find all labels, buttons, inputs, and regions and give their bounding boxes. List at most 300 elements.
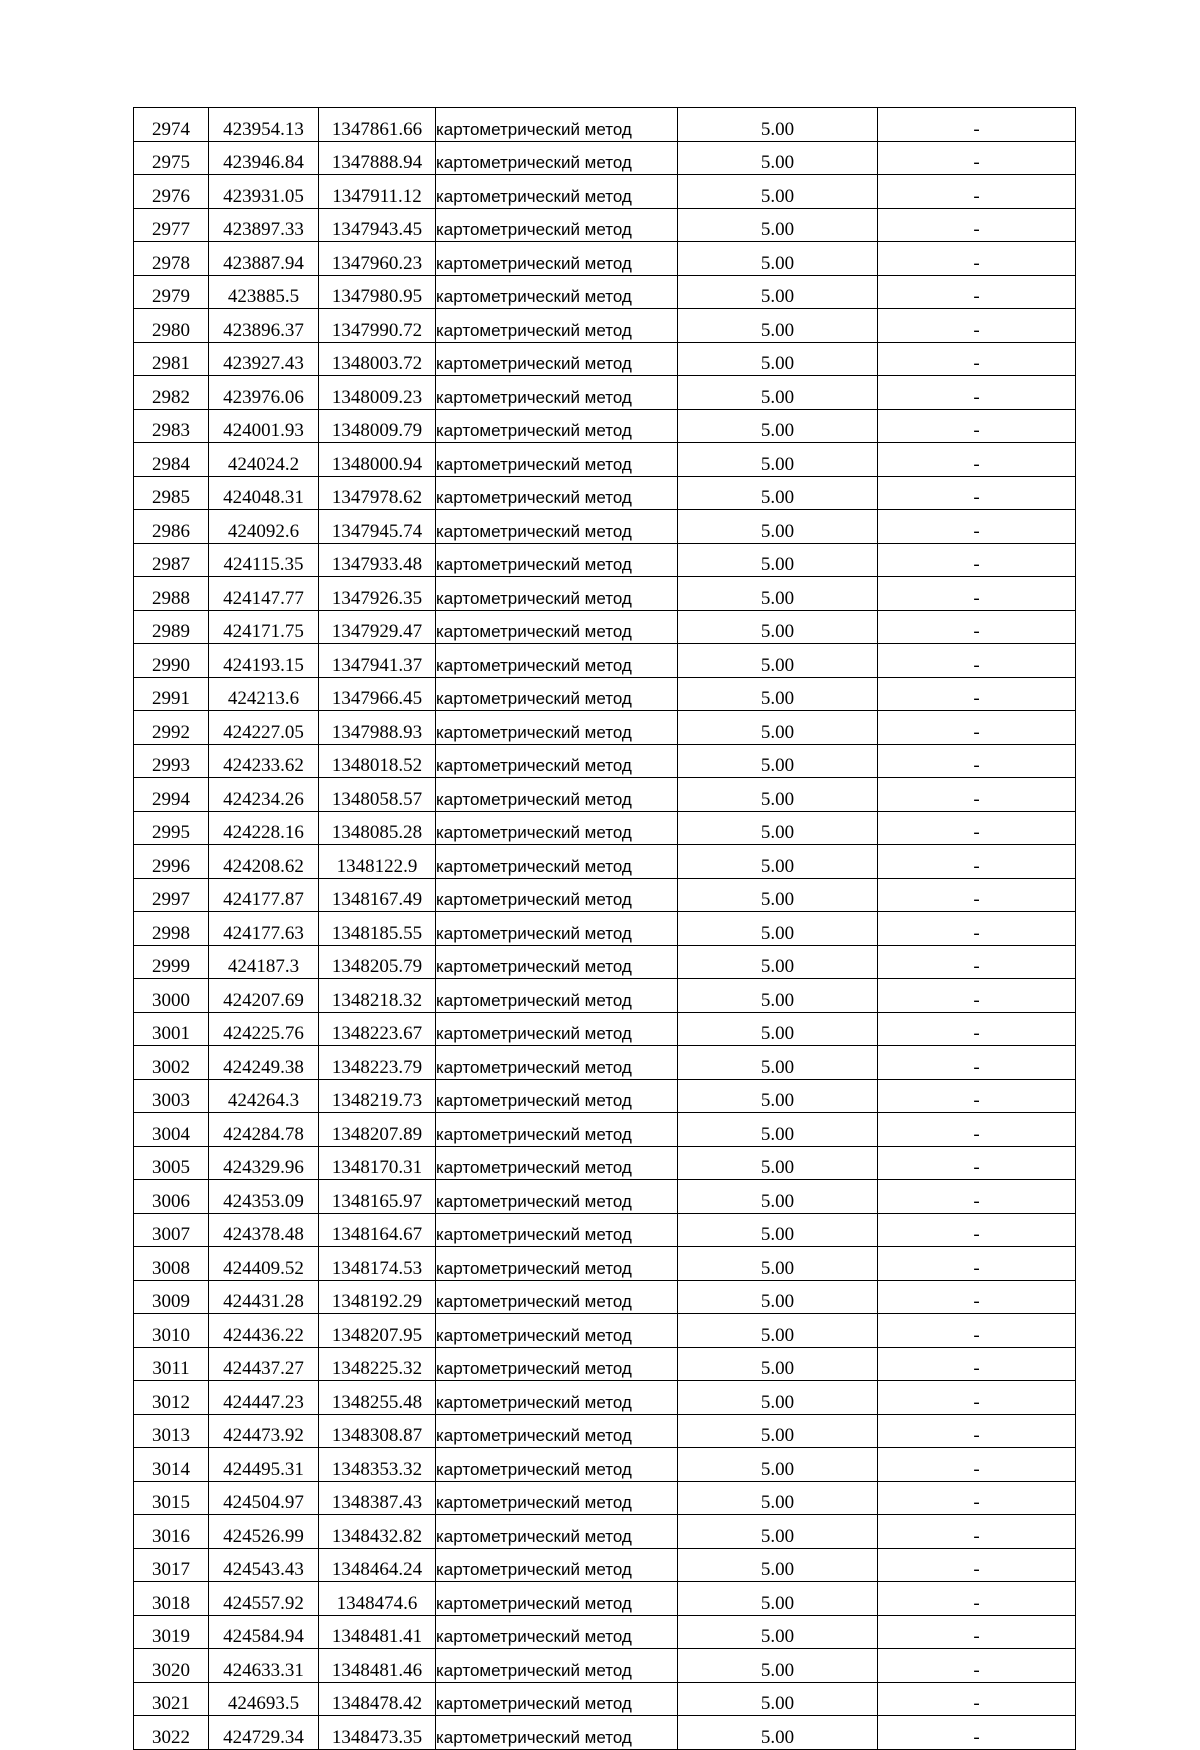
table-row — [134, 443, 1076, 477]
accuracy-cell: 5.00 — [678, 1347, 878, 1381]
method-cell: картометрический метод — [436, 1046, 678, 1080]
y-coordinate-cell: 1348085.28 — [319, 811, 436, 845]
y-coordinate-cell: 1348018.52 — [319, 744, 436, 778]
x-coordinate-cell: 424187.3 — [209, 945, 319, 979]
y-coordinate-cell: 1348223.79 — [319, 1046, 436, 1080]
description-cell: - — [878, 1046, 1076, 1080]
accuracy-cell: 5.00 — [678, 1381, 878, 1415]
description-cell: - — [878, 443, 1076, 477]
description-cell: - — [878, 309, 1076, 343]
y-coordinate-cell: 1348165.97 — [319, 1180, 436, 1214]
y-coordinate-cell: 1348000.94 — [319, 443, 436, 477]
y-coordinate-cell: 1348225.32 — [319, 1347, 436, 1381]
table-row — [134, 108, 1076, 142]
y-coordinate-cell: 1347980.95 — [319, 275, 436, 309]
description-cell: - — [878, 275, 1076, 309]
table-row — [134, 309, 1076, 343]
method-cell: картометрический метод — [436, 1381, 678, 1415]
x-coordinate-cell: 424208.62 — [209, 845, 319, 879]
point-number-cell: 3021 — [134, 1682, 209, 1716]
method-cell: картометрический метод — [436, 510, 678, 544]
accuracy-cell: 5.00 — [678, 644, 878, 678]
table-row — [134, 1649, 1076, 1683]
table-row — [134, 778, 1076, 812]
y-coordinate-cell: 1347941.37 — [319, 644, 436, 678]
table-row — [134, 1280, 1076, 1314]
point-number-cell: 2991 — [134, 677, 209, 711]
accuracy-cell: 5.00 — [678, 510, 878, 544]
method-cell: картометрический метод — [436, 1682, 678, 1716]
accuracy-cell: 5.00 — [678, 1682, 878, 1716]
x-coordinate-cell: 424557.92 — [209, 1582, 319, 1616]
table-row — [134, 208, 1076, 242]
method-cell: картометрический метод — [436, 1314, 678, 1348]
table-row — [134, 1314, 1076, 1348]
table-row — [134, 1113, 1076, 1147]
method-cell: картометрический метод — [436, 1414, 678, 1448]
y-coordinate-cell: 1348481.41 — [319, 1615, 436, 1649]
description-cell: - — [878, 1314, 1076, 1348]
x-coordinate-cell: 424693.5 — [209, 1682, 319, 1716]
method-cell: картометрический метод — [436, 1716, 678, 1750]
y-coordinate-cell: 1347926.35 — [319, 577, 436, 611]
x-coordinate-cell: 424633.31 — [209, 1649, 319, 1683]
y-coordinate-cell: 1347929.47 — [319, 610, 436, 644]
x-coordinate-cell: 423887.94 — [209, 242, 319, 276]
x-coordinate-cell: 424584.94 — [209, 1615, 319, 1649]
description-cell: - — [878, 242, 1076, 276]
accuracy-cell: 5.00 — [678, 1113, 878, 1147]
table-row — [134, 744, 1076, 778]
table-row — [134, 175, 1076, 209]
table-row — [134, 510, 1076, 544]
y-coordinate-cell: 1347888.94 — [319, 141, 436, 175]
table-row — [134, 1716, 1076, 1750]
y-coordinate-cell: 1348223.67 — [319, 1012, 436, 1046]
accuracy-cell: 5.00 — [678, 1314, 878, 1348]
x-coordinate-cell: 424526.99 — [209, 1515, 319, 1549]
description-cell: - — [878, 1414, 1076, 1448]
accuracy-cell: 5.00 — [678, 610, 878, 644]
y-coordinate-cell: 1348205.79 — [319, 945, 436, 979]
description-cell: - — [878, 1113, 1076, 1147]
method-cell: картометрический метод — [436, 376, 678, 410]
accuracy-cell: 5.00 — [678, 811, 878, 845]
description-cell: - — [878, 711, 1076, 745]
point-number-cell: 2993 — [134, 744, 209, 778]
description-cell: - — [878, 644, 1076, 678]
point-number-cell: 2987 — [134, 543, 209, 577]
table-row — [134, 912, 1076, 946]
accuracy-cell: 5.00 — [678, 342, 878, 376]
table-row — [134, 1481, 1076, 1515]
point-number-cell: 2980 — [134, 309, 209, 343]
accuracy-cell: 5.00 — [678, 443, 878, 477]
accuracy-cell: 5.00 — [678, 1649, 878, 1683]
method-cell: картометрический метод — [436, 811, 678, 845]
point-number-cell: 3015 — [134, 1481, 209, 1515]
point-number-cell: 3018 — [134, 1582, 209, 1616]
description-cell: - — [878, 108, 1076, 142]
table-row — [134, 342, 1076, 376]
method-cell: картометрический метод — [436, 208, 678, 242]
method-cell: картометрический метод — [436, 1213, 678, 1247]
description-cell: - — [878, 476, 1076, 510]
y-coordinate-cell: 1348478.42 — [319, 1682, 436, 1716]
x-coordinate-cell: 424177.87 — [209, 878, 319, 912]
accuracy-cell: 5.00 — [678, 1280, 878, 1314]
point-number-cell: 3004 — [134, 1113, 209, 1147]
description-cell: - — [878, 1582, 1076, 1616]
description-cell: - — [878, 1615, 1076, 1649]
x-coordinate-cell: 424228.16 — [209, 811, 319, 845]
point-number-cell: 2986 — [134, 510, 209, 544]
method-cell: картометрический метод — [436, 644, 678, 678]
accuracy-cell: 5.00 — [678, 208, 878, 242]
point-number-cell: 2992 — [134, 711, 209, 745]
description-cell: - — [878, 342, 1076, 376]
accuracy-cell: 5.00 — [678, 543, 878, 577]
x-coordinate-cell: 424284.78 — [209, 1113, 319, 1147]
x-coordinate-cell: 423931.05 — [209, 175, 319, 209]
table-row — [134, 1381, 1076, 1415]
y-coordinate-cell: 1348058.57 — [319, 778, 436, 812]
description-cell: - — [878, 577, 1076, 611]
x-coordinate-cell: 424729.34 — [209, 1716, 319, 1750]
description-cell: - — [878, 1347, 1076, 1381]
x-coordinate-cell: 424207.69 — [209, 979, 319, 1013]
method-cell: картометрический метод — [436, 1347, 678, 1381]
method-cell: картометрический метод — [436, 1146, 678, 1180]
point-number-cell: 3016 — [134, 1515, 209, 1549]
table-row — [134, 1582, 1076, 1616]
y-coordinate-cell: 1348207.95 — [319, 1314, 436, 1348]
point-number-cell: 3003 — [134, 1079, 209, 1113]
x-coordinate-cell: 424543.43 — [209, 1548, 319, 1582]
point-number-cell: 2979 — [134, 275, 209, 309]
method-cell: картометрический метод — [436, 1247, 678, 1281]
point-number-cell: 2975 — [134, 141, 209, 175]
table-row — [134, 476, 1076, 510]
x-coordinate-cell: 424001.93 — [209, 409, 319, 443]
table-row — [134, 577, 1076, 611]
accuracy-cell: 5.00 — [678, 1548, 878, 1582]
y-coordinate-cell: 1347960.23 — [319, 242, 436, 276]
method-cell: картометрический метод — [436, 275, 678, 309]
table-row — [134, 1448, 1076, 1482]
method-cell: картометрический метод — [436, 1280, 678, 1314]
description-cell: - — [878, 1716, 1076, 1750]
table-row — [134, 1682, 1076, 1716]
description-cell: - — [878, 1448, 1076, 1482]
y-coordinate-cell: 1348167.49 — [319, 878, 436, 912]
x-coordinate-cell: 424353.09 — [209, 1180, 319, 1214]
accuracy-cell: 5.00 — [678, 1180, 878, 1214]
point-number-cell: 2994 — [134, 778, 209, 812]
point-number-cell: 2982 — [134, 376, 209, 410]
accuracy-cell: 5.00 — [678, 979, 878, 1013]
point-number-cell: 2989 — [134, 610, 209, 644]
table-row — [134, 811, 1076, 845]
x-coordinate-cell: 423954.13 — [209, 108, 319, 142]
x-coordinate-cell: 424233.62 — [209, 744, 319, 778]
accuracy-cell: 5.00 — [678, 778, 878, 812]
point-number-cell: 2990 — [134, 644, 209, 678]
table-row — [134, 543, 1076, 577]
table-row — [134, 945, 1076, 979]
y-coordinate-cell: 1348218.32 — [319, 979, 436, 1013]
table-row — [134, 1247, 1076, 1281]
accuracy-cell: 5.00 — [678, 376, 878, 410]
x-coordinate-cell: 424193.15 — [209, 644, 319, 678]
description-cell: - — [878, 1180, 1076, 1214]
x-coordinate-cell: 424048.31 — [209, 476, 319, 510]
x-coordinate-cell: 424436.22 — [209, 1314, 319, 1348]
table-row — [134, 1012, 1076, 1046]
accuracy-cell: 5.00 — [678, 744, 878, 778]
point-number-cell: 2974 — [134, 108, 209, 142]
y-coordinate-cell: 1348174.53 — [319, 1247, 436, 1281]
accuracy-cell: 5.00 — [678, 577, 878, 611]
method-cell: картометрический метод — [436, 543, 678, 577]
point-number-cell: 3022 — [134, 1716, 209, 1750]
table-row — [134, 610, 1076, 644]
point-number-cell: 3005 — [134, 1146, 209, 1180]
y-coordinate-cell: 1348122.9 — [319, 845, 436, 879]
description-cell: - — [878, 1515, 1076, 1549]
point-number-cell: 2978 — [134, 242, 209, 276]
y-coordinate-cell: 1347861.66 — [319, 108, 436, 142]
point-number-cell: 3013 — [134, 1414, 209, 1448]
y-coordinate-cell: 1347945.74 — [319, 510, 436, 544]
description-cell: - — [878, 1079, 1076, 1113]
x-coordinate-cell: 423885.5 — [209, 275, 319, 309]
method-cell: картометрический метод — [436, 1582, 678, 1616]
x-coordinate-cell: 423896.37 — [209, 309, 319, 343]
description-cell: - — [878, 1481, 1076, 1515]
y-coordinate-cell: 1347911.12 — [319, 175, 436, 209]
point-number-cell: 2997 — [134, 878, 209, 912]
accuracy-cell: 5.00 — [678, 141, 878, 175]
description-cell: - — [878, 845, 1076, 879]
x-coordinate-cell: 424431.28 — [209, 1280, 319, 1314]
point-number-cell: 3006 — [134, 1180, 209, 1214]
y-coordinate-cell: 1348009.79 — [319, 409, 436, 443]
description-cell: - — [878, 744, 1076, 778]
method-cell: картометрический метод — [436, 242, 678, 276]
method-cell: картометрический метод — [436, 878, 678, 912]
point-number-cell: 3008 — [134, 1247, 209, 1281]
point-number-cell: 3011 — [134, 1347, 209, 1381]
accuracy-cell: 5.00 — [678, 1481, 878, 1515]
method-cell: картометрический метод — [436, 912, 678, 946]
description-cell: - — [878, 1649, 1076, 1683]
table-row — [134, 242, 1076, 276]
table-row — [134, 1615, 1076, 1649]
x-coordinate-cell: 424264.3 — [209, 1079, 319, 1113]
y-coordinate-cell: 1347933.48 — [319, 543, 436, 577]
y-coordinate-cell: 1348219.73 — [319, 1079, 436, 1113]
method-cell: картометрический метод — [436, 577, 678, 611]
x-coordinate-cell: 424249.38 — [209, 1046, 319, 1080]
accuracy-cell: 5.00 — [678, 1615, 878, 1649]
description-cell: - — [878, 141, 1076, 175]
y-coordinate-cell: 1348353.32 — [319, 1448, 436, 1482]
table-row — [134, 677, 1076, 711]
accuracy-cell: 5.00 — [678, 1414, 878, 1448]
point-number-cell: 3014 — [134, 1448, 209, 1482]
accuracy-cell: 5.00 — [678, 912, 878, 946]
point-number-cell: 2983 — [134, 409, 209, 443]
method-cell: картометрический метод — [436, 175, 678, 209]
x-coordinate-cell: 424024.2 — [209, 443, 319, 477]
method-cell: картометрический метод — [436, 1548, 678, 1582]
description-cell: - — [878, 677, 1076, 711]
y-coordinate-cell: 1348192.29 — [319, 1280, 436, 1314]
method-cell: картометрический метод — [436, 1481, 678, 1515]
description-cell: - — [878, 1381, 1076, 1415]
method-cell: картометрический метод — [436, 1649, 678, 1683]
y-coordinate-cell: 1347966.45 — [319, 677, 436, 711]
method-cell: картометрический метод — [436, 476, 678, 510]
method-cell: картометрический метод — [436, 409, 678, 443]
accuracy-cell: 5.00 — [678, 878, 878, 912]
table-row — [134, 644, 1076, 678]
description-cell: - — [878, 1682, 1076, 1716]
x-coordinate-cell: 424329.96 — [209, 1146, 319, 1180]
description-cell: - — [878, 811, 1076, 845]
accuracy-cell: 5.00 — [678, 275, 878, 309]
x-coordinate-cell: 424213.6 — [209, 677, 319, 711]
description-cell: - — [878, 979, 1076, 1013]
description-cell: - — [878, 175, 1076, 209]
y-coordinate-cell: 1348170.31 — [319, 1146, 436, 1180]
table-row — [134, 1515, 1076, 1549]
y-coordinate-cell: 1348481.46 — [319, 1649, 436, 1683]
y-coordinate-cell: 1347990.72 — [319, 309, 436, 343]
x-coordinate-cell: 424147.77 — [209, 577, 319, 611]
accuracy-cell: 5.00 — [678, 711, 878, 745]
x-coordinate-cell: 424115.35 — [209, 543, 319, 577]
y-coordinate-cell: 1347978.62 — [319, 476, 436, 510]
description-cell: - — [878, 1012, 1076, 1046]
point-number-cell: 2985 — [134, 476, 209, 510]
description-cell: - — [878, 878, 1076, 912]
table-row — [134, 409, 1076, 443]
x-coordinate-cell: 423927.43 — [209, 342, 319, 376]
table-row — [134, 1146, 1076, 1180]
table-row — [134, 1213, 1076, 1247]
description-cell: - — [878, 1548, 1076, 1582]
accuracy-cell: 5.00 — [678, 175, 878, 209]
description-cell: - — [878, 1247, 1076, 1281]
accuracy-cell: 5.00 — [678, 108, 878, 142]
method-cell: картометрический метод — [436, 677, 678, 711]
point-number-cell: 2996 — [134, 845, 209, 879]
table-row — [134, 1079, 1076, 1113]
accuracy-cell: 5.00 — [678, 1582, 878, 1616]
point-number-cell: 2999 — [134, 945, 209, 979]
method-cell: картометрический метод — [436, 1180, 678, 1214]
point-number-cell: 3019 — [134, 1615, 209, 1649]
method-cell: картометрический метод — [436, 711, 678, 745]
y-coordinate-cell: 1348464.24 — [319, 1548, 436, 1582]
accuracy-cell: 5.00 — [678, 1012, 878, 1046]
x-coordinate-cell: 424495.31 — [209, 1448, 319, 1482]
point-number-cell: 3020 — [134, 1649, 209, 1683]
table-row — [134, 979, 1076, 1013]
y-coordinate-cell: 1348432.82 — [319, 1515, 436, 1549]
description-cell: - — [878, 945, 1076, 979]
method-cell: картометрический метод — [436, 979, 678, 1013]
method-cell: картометрический метод — [436, 610, 678, 644]
description-cell: - — [878, 912, 1076, 946]
point-number-cell: 3007 — [134, 1213, 209, 1247]
description-cell: - — [878, 1280, 1076, 1314]
point-number-cell: 2988 — [134, 577, 209, 611]
table-row — [134, 1180, 1076, 1214]
description-cell: - — [878, 510, 1076, 544]
method-cell: картометрический метод — [436, 1615, 678, 1649]
x-coordinate-cell: 424225.76 — [209, 1012, 319, 1046]
description-cell: - — [878, 409, 1076, 443]
x-coordinate-cell: 423897.33 — [209, 208, 319, 242]
table-row — [134, 275, 1076, 309]
method-cell: картометрический метод — [436, 1012, 678, 1046]
method-cell: картометрический метод — [436, 778, 678, 812]
method-cell: картометрический метод — [436, 443, 678, 477]
accuracy-cell: 5.00 — [678, 1079, 878, 1113]
x-coordinate-cell: 424234.26 — [209, 778, 319, 812]
x-coordinate-cell: 424092.6 — [209, 510, 319, 544]
description-cell: - — [878, 610, 1076, 644]
table-row — [134, 1347, 1076, 1381]
x-coordinate-cell: 424437.27 — [209, 1347, 319, 1381]
y-coordinate-cell: 1348387.43 — [319, 1481, 436, 1515]
method-cell: картометрический метод — [436, 1448, 678, 1482]
accuracy-cell: 5.00 — [678, 677, 878, 711]
point-number-cell: 2984 — [134, 443, 209, 477]
x-coordinate-cell: 424409.52 — [209, 1247, 319, 1281]
accuracy-cell: 5.00 — [678, 1247, 878, 1281]
accuracy-cell: 5.00 — [678, 309, 878, 343]
x-coordinate-cell: 424504.97 — [209, 1481, 319, 1515]
method-cell: картометрический метод — [436, 744, 678, 778]
coordinates-table — [133, 107, 1076, 1750]
x-coordinate-cell: 424177.63 — [209, 912, 319, 946]
y-coordinate-cell: 1348003.72 — [319, 342, 436, 376]
accuracy-cell: 5.00 — [678, 945, 878, 979]
accuracy-cell: 5.00 — [678, 409, 878, 443]
accuracy-cell: 5.00 — [678, 1716, 878, 1750]
table-row — [134, 1046, 1076, 1080]
table-row — [134, 878, 1076, 912]
coordinates-table-body — [134, 108, 1076, 1750]
point-number-cell: 2976 — [134, 175, 209, 209]
y-coordinate-cell: 1348308.87 — [319, 1414, 436, 1448]
method-cell: картометрический метод — [436, 108, 678, 142]
table-row — [134, 376, 1076, 410]
x-coordinate-cell: 424378.48 — [209, 1213, 319, 1247]
description-cell: - — [878, 1213, 1076, 1247]
y-coordinate-cell: 1348207.89 — [319, 1113, 436, 1147]
y-coordinate-cell: 1348164.67 — [319, 1213, 436, 1247]
point-number-cell: 2995 — [134, 811, 209, 845]
method-cell: картометрический метод — [436, 309, 678, 343]
description-cell: - — [878, 376, 1076, 410]
accuracy-cell: 5.00 — [678, 476, 878, 510]
y-coordinate-cell: 1347943.45 — [319, 208, 436, 242]
